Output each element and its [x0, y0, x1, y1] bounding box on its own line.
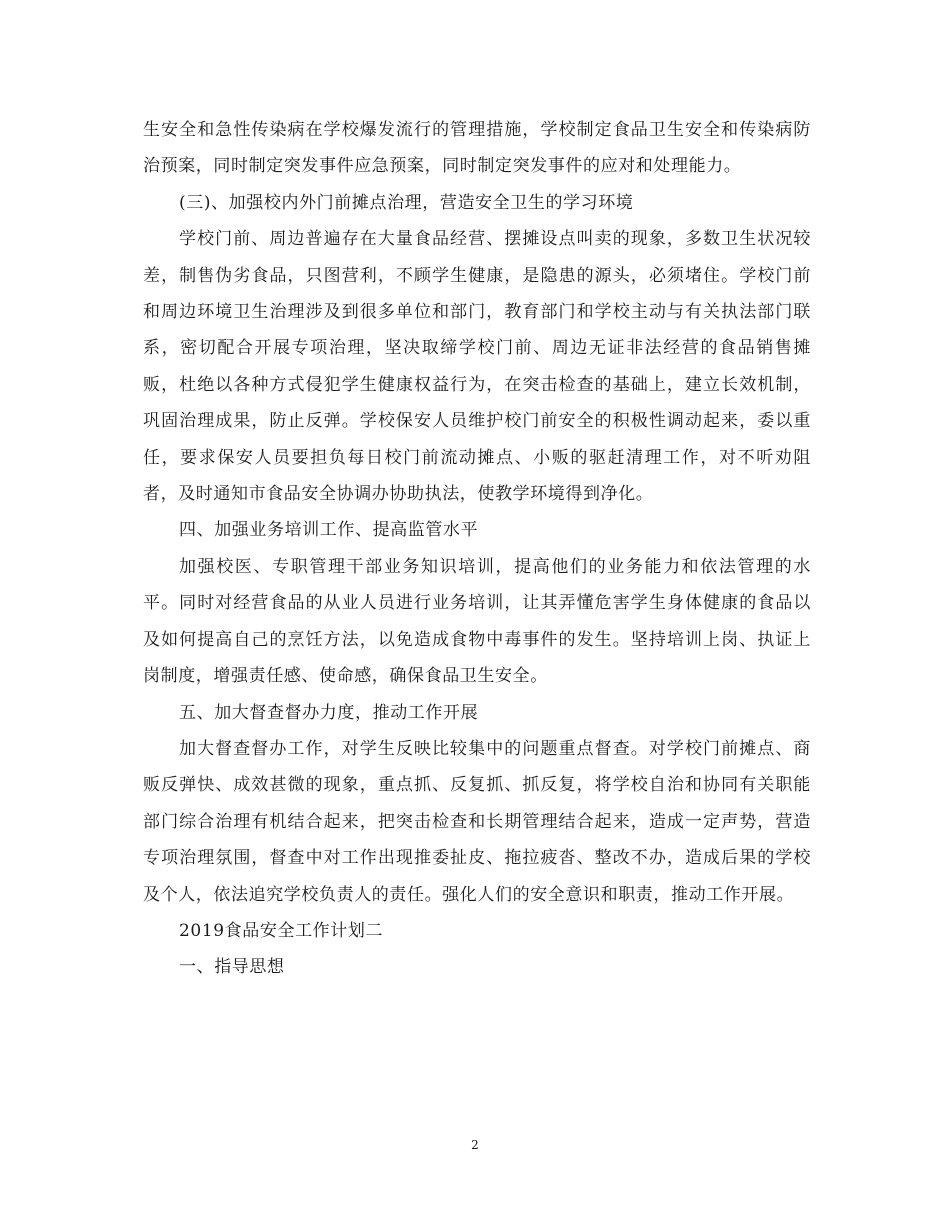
section-heading-4: 四、加强业务培训工作、提高监管水平 [179, 520, 479, 541]
paragraph-continuation: 生安全和急性传染病在学校爆发流行的管理措施，学校制定食品卫生安全和传染病防治预案，同时制定突发事件应急预案，同时制定突发事件的应对和处理能力。 [143, 120, 811, 177]
section-heading-guiding-ideology: 一、指导思想 [179, 957, 285, 978]
paragraph-campus-vendors: 学校门前、周边普遍存在大量食品经营、摆摊设点叫卖的现象，多数卫生状况较差，制售伪劣食品，只图营利，不顾学生健康，是隐患的源头，必须堵住。学校门前和周边环境卫生治理涉及到很多单位和部门，教育部门和学校主动与有关执法部门联系，密切配合开展专项治理，坚决取缔学校门前、周边无证非法经营的食品销售摊贩，杜绝以各种方式侵犯学生健康权益行为，在突击检查的基础上，建立长效机制，巩固治理成果，防止反弹。学校保安人员维护校门前安全的积极性调动起来，委以重任，要求保安人员要担负每日校门前流动摊点、小贩的驱赶清理工作，对不听劝阻者，及时通知市食品安全协调办协助执法，使教学环境得到净化。 [143, 229, 811, 505]
section-heading-5: 五、加大督查督办力度，推动工作开展 [179, 702, 479, 723]
section-heading-3: (三)、加强校内外门前摊点治理，营造安全卫生的学习环境 [179, 192, 634, 213]
plan-two-title: 2019食品安全工作计划二 [179, 920, 384, 941]
paragraph-supervision: 加大督查督办工作，对学生反映比较集中的问题重点督查。对学校门前摊点、商贩反弹快、成效甚微的现象，重点抓、反复抓、抓反复，将学校自治和协同有关职能部门综合治理有机结合起来，把突击检查和长期管理结合起来，造成一定声势，营造专项治理氛围，督查中对工作出现推委扯皮、拖拉疲沓、整改不办，造成后果的学校及个人，依法追究学校负责人的责任。强化人们的安全意识和职责，推动工作开展。 [143, 738, 811, 905]
document-body [143, 112, 811, 986]
paragraph-training: 加强校医、专职管理干部业务知识培训，提高他们的业务能力和依法管理的水平。同时对经营食品的从业人员进行业务培训，让其弄懂危害学生身体健康的食品以及如何提高自己的烹饪方法，以免造成食物中毒事件的发生。坚持培训上岗、执证上岗制度，增强责任感、使命感，确保食品卫生安全。 [143, 556, 811, 687]
page-number: 2 [471, 1138, 479, 1152]
